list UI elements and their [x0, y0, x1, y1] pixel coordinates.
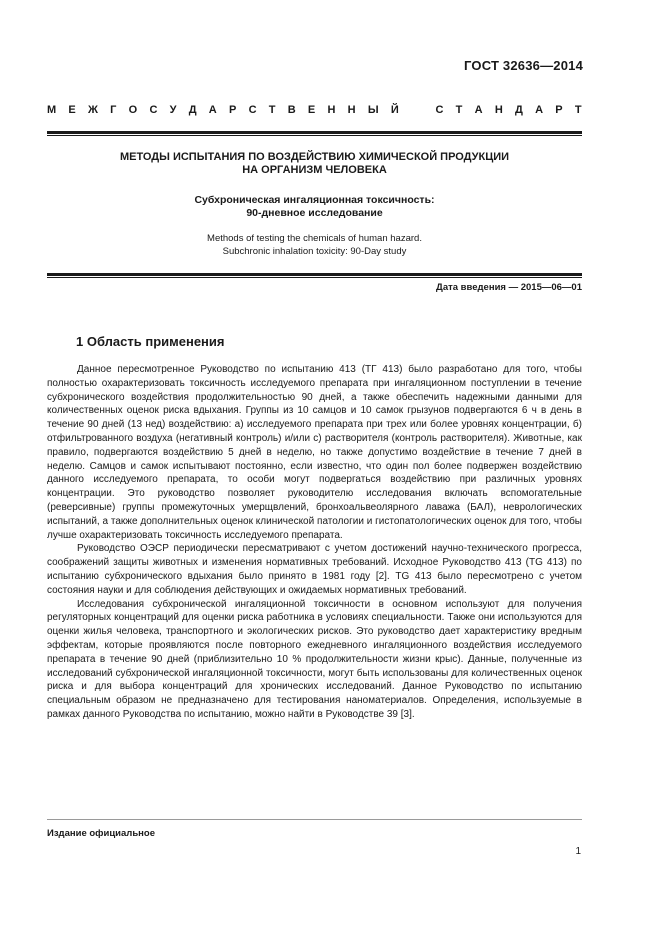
banner-letter: Т [574, 104, 582, 116]
banner-letter: Н [327, 104, 336, 116]
banner-letter: Й [390, 104, 399, 116]
header-rule-thin [47, 135, 582, 136]
subtitle-line: Субхроническая ингаляционная токсичность: [194, 194, 435, 206]
introduction-date: Дата введения — 2015—06—01 [436, 282, 582, 293]
banner-letter: С [248, 104, 257, 116]
body-paragraph: Исследования субхронической ингаляционной токсичности в основном используют для получения регуляторных концентраций для оценки риска работника в условиях специальности. Также они используются для оценки жилья человека, транспортного и экологических рисков. Это руководство дает характеристику вредным эффектам, которые проявляются после повторного ежедневного ингаляционного воздействия исследуемого препарата в течение 90 дней (приблизительно 10 % продолжительности жизни крыс). Данные, полученные из исследований субхронической ингаляционной токсичности, могут быть использованы для количественных оценок риска и для выбора концентраций для хронических исследований. Данное Руководство по испытанию специальным образом не предназначено для тестирования наноматериалов. Определения, используемые в рамках данного Руководства по испытанию, можно найти в Руководстве 39 [3]. [47, 598, 582, 720]
title-rule-thick [47, 273, 582, 276]
official-edition-label: Издание официальное [47, 828, 155, 839]
footer-rule [47, 819, 582, 820]
document-title [47, 151, 582, 177]
page-number: 1 [575, 846, 581, 857]
banner-letter: С [149, 104, 158, 116]
header-rule-thick [47, 131, 582, 134]
banner-letter: М [47, 104, 57, 116]
banner-letter: Г [110, 104, 117, 116]
banner-letter: Н [494, 104, 503, 116]
banner-letter: Е [307, 104, 316, 116]
banner-letter: Ы [367, 104, 379, 116]
banner-letter: Н [347, 104, 356, 116]
banner-letter: Е [68, 104, 76, 116]
banner-letter: Р [555, 104, 563, 116]
banner-letter: Т [268, 104, 276, 116]
english-title-line: Methods of testing the chemicals of human hazard. [207, 233, 422, 244]
banner-letter: О [128, 104, 138, 116]
body-paragraph: Данное пересмотренное Руководство по испытанию 413 (ТГ 413) было разработано для того, чтобы полностью охарактеризовать токсичность исследуемого препарата при ингаляционном поступлении в течение субхронического воздействия продолжительностью 90 дней, а также обеспечить надежными данными для количественных оценок риска вдыхания. Группы из 10 самцов и 10 самок грызунов подвергаются 6 ч в день в течение 90 дней (13 нед) воздействию: а) исследуемого препарата при трех или более уровнях концентрации, б) отфильтрованного воздуха (негативный контроль) и/или с) растворителя (контроль растворителя). Животные, как правило, подвергаются воздействию 5 дней в неделю, но также допустимо воздействие в течение 7 дней в неделю. Самцов и самок испытывают постоянно, если известно, что один пол более подвержен воздействию данного исследуемого препарата, то особи могут подвергаться воздействию при различных уровнях концентрации. Это руководство позволяет руководителю исследования включать вспомогательные (реверсивные) группы промежуточных умерщвлений, бронхоальвеолярного лаважа (БАЛ), неврологических испытаний, а также дополнительных оценок клинической патологии и гистопатологических оценок для того, чтобы лучше охарактеризовать токсичность исследуемого препарата. [47, 364, 582, 541]
banner-letter: Ж [87, 104, 98, 116]
interstate-standard-banner [47, 104, 582, 116]
banner-letter: В [287, 104, 296, 116]
banner-letter: Д [515, 104, 523, 116]
banner-letter: А [535, 104, 544, 116]
body-paragraph: Руководство ОЭСР периодически пересматривают с учетом достижений научно-технического прогресса, соображений защиты животных и изменения нормативных требований. Исходное Руководство 413 (TG 413) по испытанию субхронического вдыхания было принято в 1981 году [2]. TG 413 было пересмотрено с учетом состояния науки и для соблюдения действующих и ожидаемых нормативных требований. [47, 543, 582, 596]
section-body [47, 363, 582, 722]
banner-letter: Т [455, 104, 463, 116]
title-line: МЕТОДЫ ИСПЫТАНИЯ ПО ВОЗДЕЙСТВИЮ ХИМИЧЕСКОЙ ПРОДУКЦИИ [119, 151, 510, 163]
document-subtitle [47, 194, 582, 220]
banner-letter: С [435, 104, 444, 116]
banner-letter: А [208, 104, 217, 116]
banner-letter: А [474, 104, 483, 116]
english-title [47, 232, 582, 258]
banner-letter: Р [228, 104, 237, 116]
title-line: НА ОРГАНИЗМ ЧЕЛОВЕКА [242, 164, 387, 176]
section-heading: 1 Область применения [76, 334, 225, 349]
standard-code: ГОСТ 32636—2014 [464, 58, 583, 73]
english-title-line: Subchronic inhalation toxicity: 90-Day study [222, 246, 407, 257]
banner-letter: У [169, 104, 177, 116]
subtitle-line: 90-дневное исследование [246, 207, 383, 219]
banner-letter: Д [188, 104, 197, 116]
title-rule-thin [47, 277, 582, 278]
